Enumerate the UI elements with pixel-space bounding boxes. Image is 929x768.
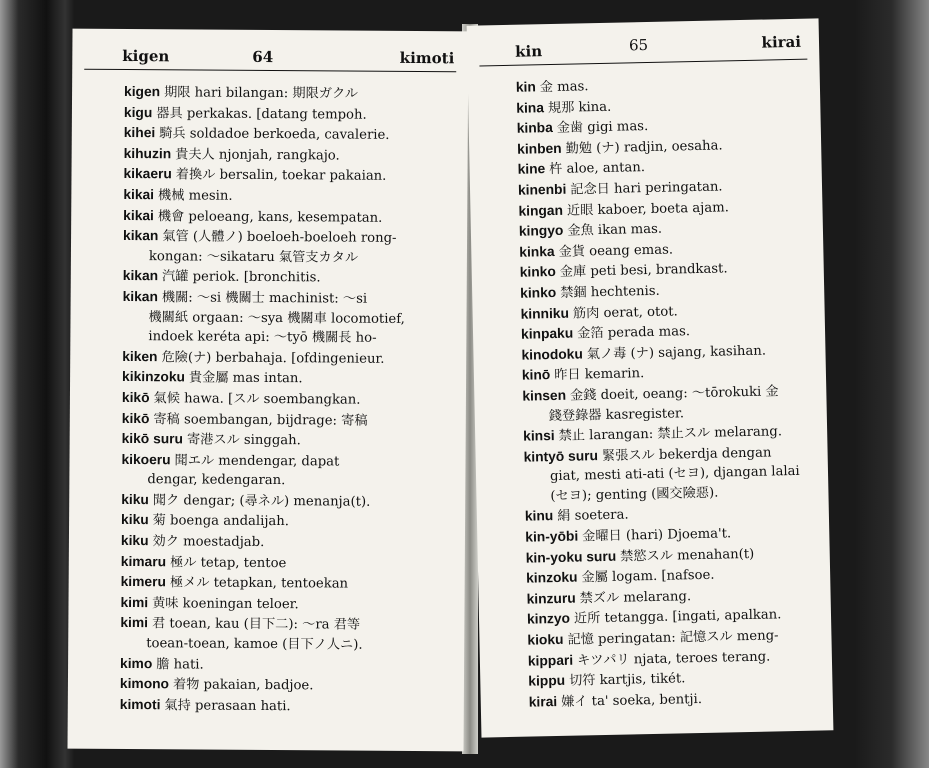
entry-headword: kikai	[123, 207, 154, 223]
entry-definition: 金貨 oeang emas.	[558, 242, 674, 260]
entry-headword: kiku	[120, 533, 149, 549]
entry-headword: kinodoku	[521, 346, 583, 363]
dictionary-entry	[120, 674, 454, 697]
entry-definition: 記念日 hari peringatan.	[570, 179, 723, 198]
entry-definition: giat, mesti ati-ati (セヨ), djangan lalai	[549, 464, 800, 485]
dictionary-entry	[123, 206, 457, 229]
entry-headword: kiken	[122, 348, 158, 364]
entry-headword: kintyō suru	[523, 447, 599, 465]
entry-headword: kikō	[121, 389, 150, 406]
entry-headword: kikaeru	[123, 166, 172, 182]
left-page-header	[84, 29, 456, 73]
entry-headword: kigu	[123, 104, 153, 120]
entry-definition: 禁慾スル menahan(t)	[620, 546, 755, 565]
dictionary-entry	[123, 226, 457, 249]
entry-definition: 禁錮 hechtenis.	[560, 283, 660, 301]
left-page	[67, 29, 468, 752]
dictionary-entry	[123, 164, 457, 187]
entry-headword: kikan	[123, 228, 159, 244]
dictionary-entry	[122, 367, 456, 390]
entry-definition: kongan: ～sikataru 氣管支カタル	[148, 248, 359, 266]
entry-definition: 金箔 perada mas.	[577, 324, 691, 342]
entry-headword: kimono	[119, 676, 170, 692]
entry-definition: 絹 soetera.	[557, 507, 629, 525]
entry-headword: kinba	[516, 120, 553, 136]
dictionary-entry	[122, 388, 456, 411]
entry-definition: 記憶 peringatan: 記憶スル meng-	[567, 628, 779, 648]
entry-headword: kinō	[521, 367, 551, 383]
entry-definition: 汽罐 periok. [bronchitis.	[162, 269, 321, 286]
dictionary-entry	[124, 144, 458, 167]
entry-definition: 貴夫人 njonjah, rangkajo.	[175, 147, 340, 164]
dictionary-entry	[122, 308, 456, 330]
entry-definition: 金 mas.	[539, 79, 589, 96]
entry-headword: kin-yoku suru	[525, 548, 617, 566]
entry-headword: kikai	[123, 186, 155, 203]
entry-definition: 寄稿 soembangan, bijdrage: 寄稿	[153, 411, 368, 429]
entry-definition: 聞ク dengar; (尋ネル) menanja(t).	[152, 493, 371, 510]
dictionary-entry	[123, 247, 457, 269]
entry-definition: 聞エル mendengar, dapat	[174, 453, 340, 470]
entry-definition: 近眼 kaboer, boeta ajam.	[566, 199, 729, 219]
entry-headword: kimi	[120, 615, 149, 631]
entry-headword: kigen	[124, 83, 161, 100]
dictionary-entry	[123, 185, 457, 208]
left-entry-list	[68, 82, 468, 718]
dictionary-entry	[122, 429, 456, 452]
entry-definition: 危險(ナ) berbahaja. [ofdingenieur.	[161, 349, 385, 367]
entry-definition: 金屬 logam. [nafsoe.	[581, 567, 715, 586]
entry-definition: 機會 peloeang, kans, kesempatan.	[157, 208, 383, 226]
entry-headword: kingyo	[518, 222, 564, 239]
entry-headword: kinenbi	[517, 181, 567, 198]
entry-headword: kimaru	[120, 553, 167, 569]
entry-headword: kinko	[519, 264, 556, 281]
entry-headword: kimoti	[119, 696, 161, 713]
dictionary-entry	[121, 510, 455, 533]
entry-definition: toean-toean, kamoe (目下ノ人ニ).	[146, 636, 363, 653]
entry-definition: 金魚 ikan mas.	[567, 221, 663, 239]
entry-headword: kiku	[121, 512, 149, 528]
right-entry-list	[468, 71, 833, 714]
entry-definition: 禁ズル melarang.	[579, 589, 692, 607]
entry-definition: 規那 kina.	[547, 99, 612, 116]
entry-definition: キツパリ njata, teroes terang.	[576, 649, 771, 669]
dictionary-entry	[121, 470, 455, 492]
entry-headword: kioku	[527, 631, 564, 648]
dictionary-entry	[120, 695, 454, 718]
dictionary-entry	[121, 490, 455, 513]
dictionary-entry	[120, 654, 454, 677]
dictionary-entry	[121, 450, 455, 473]
entry-definition: 氣管 (人體ノ) boeloeh-boeloeh rong-	[162, 229, 397, 247]
entry-definition: 膽 hati.	[156, 656, 204, 673]
entry-headword: kirai	[528, 693, 558, 710]
entry-definition: 効ク moestadjab.	[152, 534, 265, 551]
entry-definition: 金庫 peti besi, brandkast.	[559, 261, 728, 281]
entry-headword: kikō	[121, 410, 150, 426]
entry-headword: kimi	[120, 594, 149, 611]
left-guide-word-first: kigen	[122, 46, 170, 66]
right-guide-word-first: kin	[514, 42, 543, 61]
entry-definition: 極ル tetap, tentoe	[169, 554, 287, 571]
entry-definition: 着換ル bersalin, toekar pakaian.	[175, 167, 387, 185]
entry-headword: kingan	[518, 202, 564, 219]
left-guide-word-last: kimoti	[399, 48, 455, 68]
entry-definition: 機關: ～si 機關士 machinist: ～si	[161, 290, 368, 307]
entry-definition: 金錢 doeit, oeang: ～tōrokuki 金	[569, 384, 779, 404]
entry-definition: 寄港スル singgah.	[186, 432, 301, 449]
entry-definition: 嫌イ ta' soeka, bentji.	[561, 691, 703, 710]
entry-definition: 金曜日 (hari) Djoema't.	[582, 526, 732, 545]
dictionary-entry	[120, 634, 454, 656]
entry-headword: kippu	[528, 673, 566, 689]
entry-headword: kippari	[527, 652, 574, 669]
entry-definition: 錢登錄器 kasregister.	[548, 405, 685, 424]
entry-headword: kinben	[517, 140, 562, 157]
entry-definition: 着物 pakaian, badjoe.	[172, 677, 314, 694]
entry-headword: kin-yōbi	[525, 528, 579, 545]
dictionary-entry	[122, 327, 456, 349]
entry-definition: 黄味 koeningan teloer.	[152, 596, 299, 613]
entry-headword: kimeru	[120, 574, 166, 590]
entry-headword: kine	[517, 161, 546, 178]
entry-headword: kinu	[524, 508, 554, 525]
entry-definition: 期限 hari bilangan: 期限ガクル	[164, 85, 359, 102]
dictionary-entry	[123, 287, 457, 310]
entry-headword: kinzoku	[526, 569, 578, 586]
entry-headword: kinko	[520, 284, 557, 301]
entry-headword: kinsen	[522, 387, 567, 404]
entry-headword: kikoeru	[121, 451, 171, 468]
dictionary-entry	[121, 531, 455, 554]
entry-definition: 機關紙 orgaan: ～sya 機關車 locomotief,	[148, 309, 405, 327]
entry-definition: 機械 mesin.	[157, 188, 233, 204]
entry-definition: 近所 tetangga. [ingati, apalkan.	[573, 607, 782, 628]
entry-definition: 杵 aloe, antan.	[549, 160, 646, 178]
entry-headword: kinpaku	[520, 325, 574, 342]
entry-definition: 菊 boenga andalijah.	[152, 513, 290, 530]
entry-headword: kinka	[519, 243, 555, 260]
entry-definition: 極メル tetapkan, tentoekan	[169, 575, 349, 592]
entry-definition: 氣持 perasaan hati.	[164, 698, 291, 714]
dictionary-entry	[121, 572, 455, 595]
dictionary-entry	[120, 593, 454, 616]
right-guide-word-last: kirai	[761, 32, 802, 52]
right-page-header	[479, 19, 808, 67]
right-page-number: 65	[628, 35, 649, 55]
entry-headword: kikinzoku	[122, 369, 186, 385]
entry-headword: kinzyo	[526, 611, 571, 628]
entry-headword: kinzuru	[526, 590, 576, 607]
entry-definition: 貴金屬 mas intan.	[188, 370, 303, 387]
entry-headword: kinniku	[520, 305, 570, 322]
dictionary-entry	[122, 347, 456, 370]
dictionary-entry	[120, 613, 454, 636]
entry-definition: (セヨ); genting (國交險惡).	[550, 485, 719, 504]
entry-definition: 禁止 larangan: 禁止スル melarang.	[558, 424, 783, 445]
dictionary-entry	[122, 408, 456, 431]
entry-headword: kikan	[122, 288, 158, 305]
entry-definition: indoek keréta api: ～tyō 機關長 ho-	[148, 329, 377, 346]
entry-headword: kikō suru	[121, 431, 184, 447]
entry-definition: 器具 perkakas. [datang tempoh.	[156, 105, 367, 123]
entry-definition: 切符 kartjis, tikét.	[568, 671, 686, 689]
entry-definition: 筋肉 oerat, otot.	[572, 303, 678, 322]
entry-headword: kin	[515, 79, 536, 95]
entry-definition: 氣候 hawa. [スル soembangkan.	[153, 391, 361, 408]
dictionary-entry	[124, 82, 458, 105]
entry-definition: dengar, kedengaran.	[147, 472, 286, 489]
entry-definition: 勤勉 (ナ) radjin, oesaha.	[565, 138, 723, 157]
dictionary-entry	[121, 552, 455, 575]
dictionary-entry	[123, 266, 457, 289]
right-page	[467, 18, 834, 737]
entry-definition: 君 toean, kau (目下二): ～ra 君等	[151, 616, 361, 634]
dictionary-entry	[124, 103, 458, 126]
left-page-number: 64	[252, 47, 274, 67]
entry-definition: 金歯 gigi mas.	[556, 119, 649, 137]
entry-definition: 氣ノ毒 (ナ) sajang, kasihan.	[586, 343, 767, 363]
entry-definition: 昨日 kemarin.	[554, 366, 645, 384]
entry-headword: kina	[516, 99, 545, 116]
entry-definition: 緊張スル bekerdja dengan	[601, 445, 772, 464]
entry-headword: kikan	[122, 268, 159, 284]
entry-headword: kiku	[121, 491, 149, 508]
entry-headword: kimo	[120, 655, 153, 671]
dictionary-entry	[124, 123, 458, 146]
entry-headword: kinsi	[523, 428, 555, 444]
entry-headword: kihei	[123, 125, 156, 141]
entry-headword: kihuzin	[123, 145, 172, 162]
entry-definition: 騎兵 soldadoe berkoeda, cavalerie.	[159, 126, 390, 144]
